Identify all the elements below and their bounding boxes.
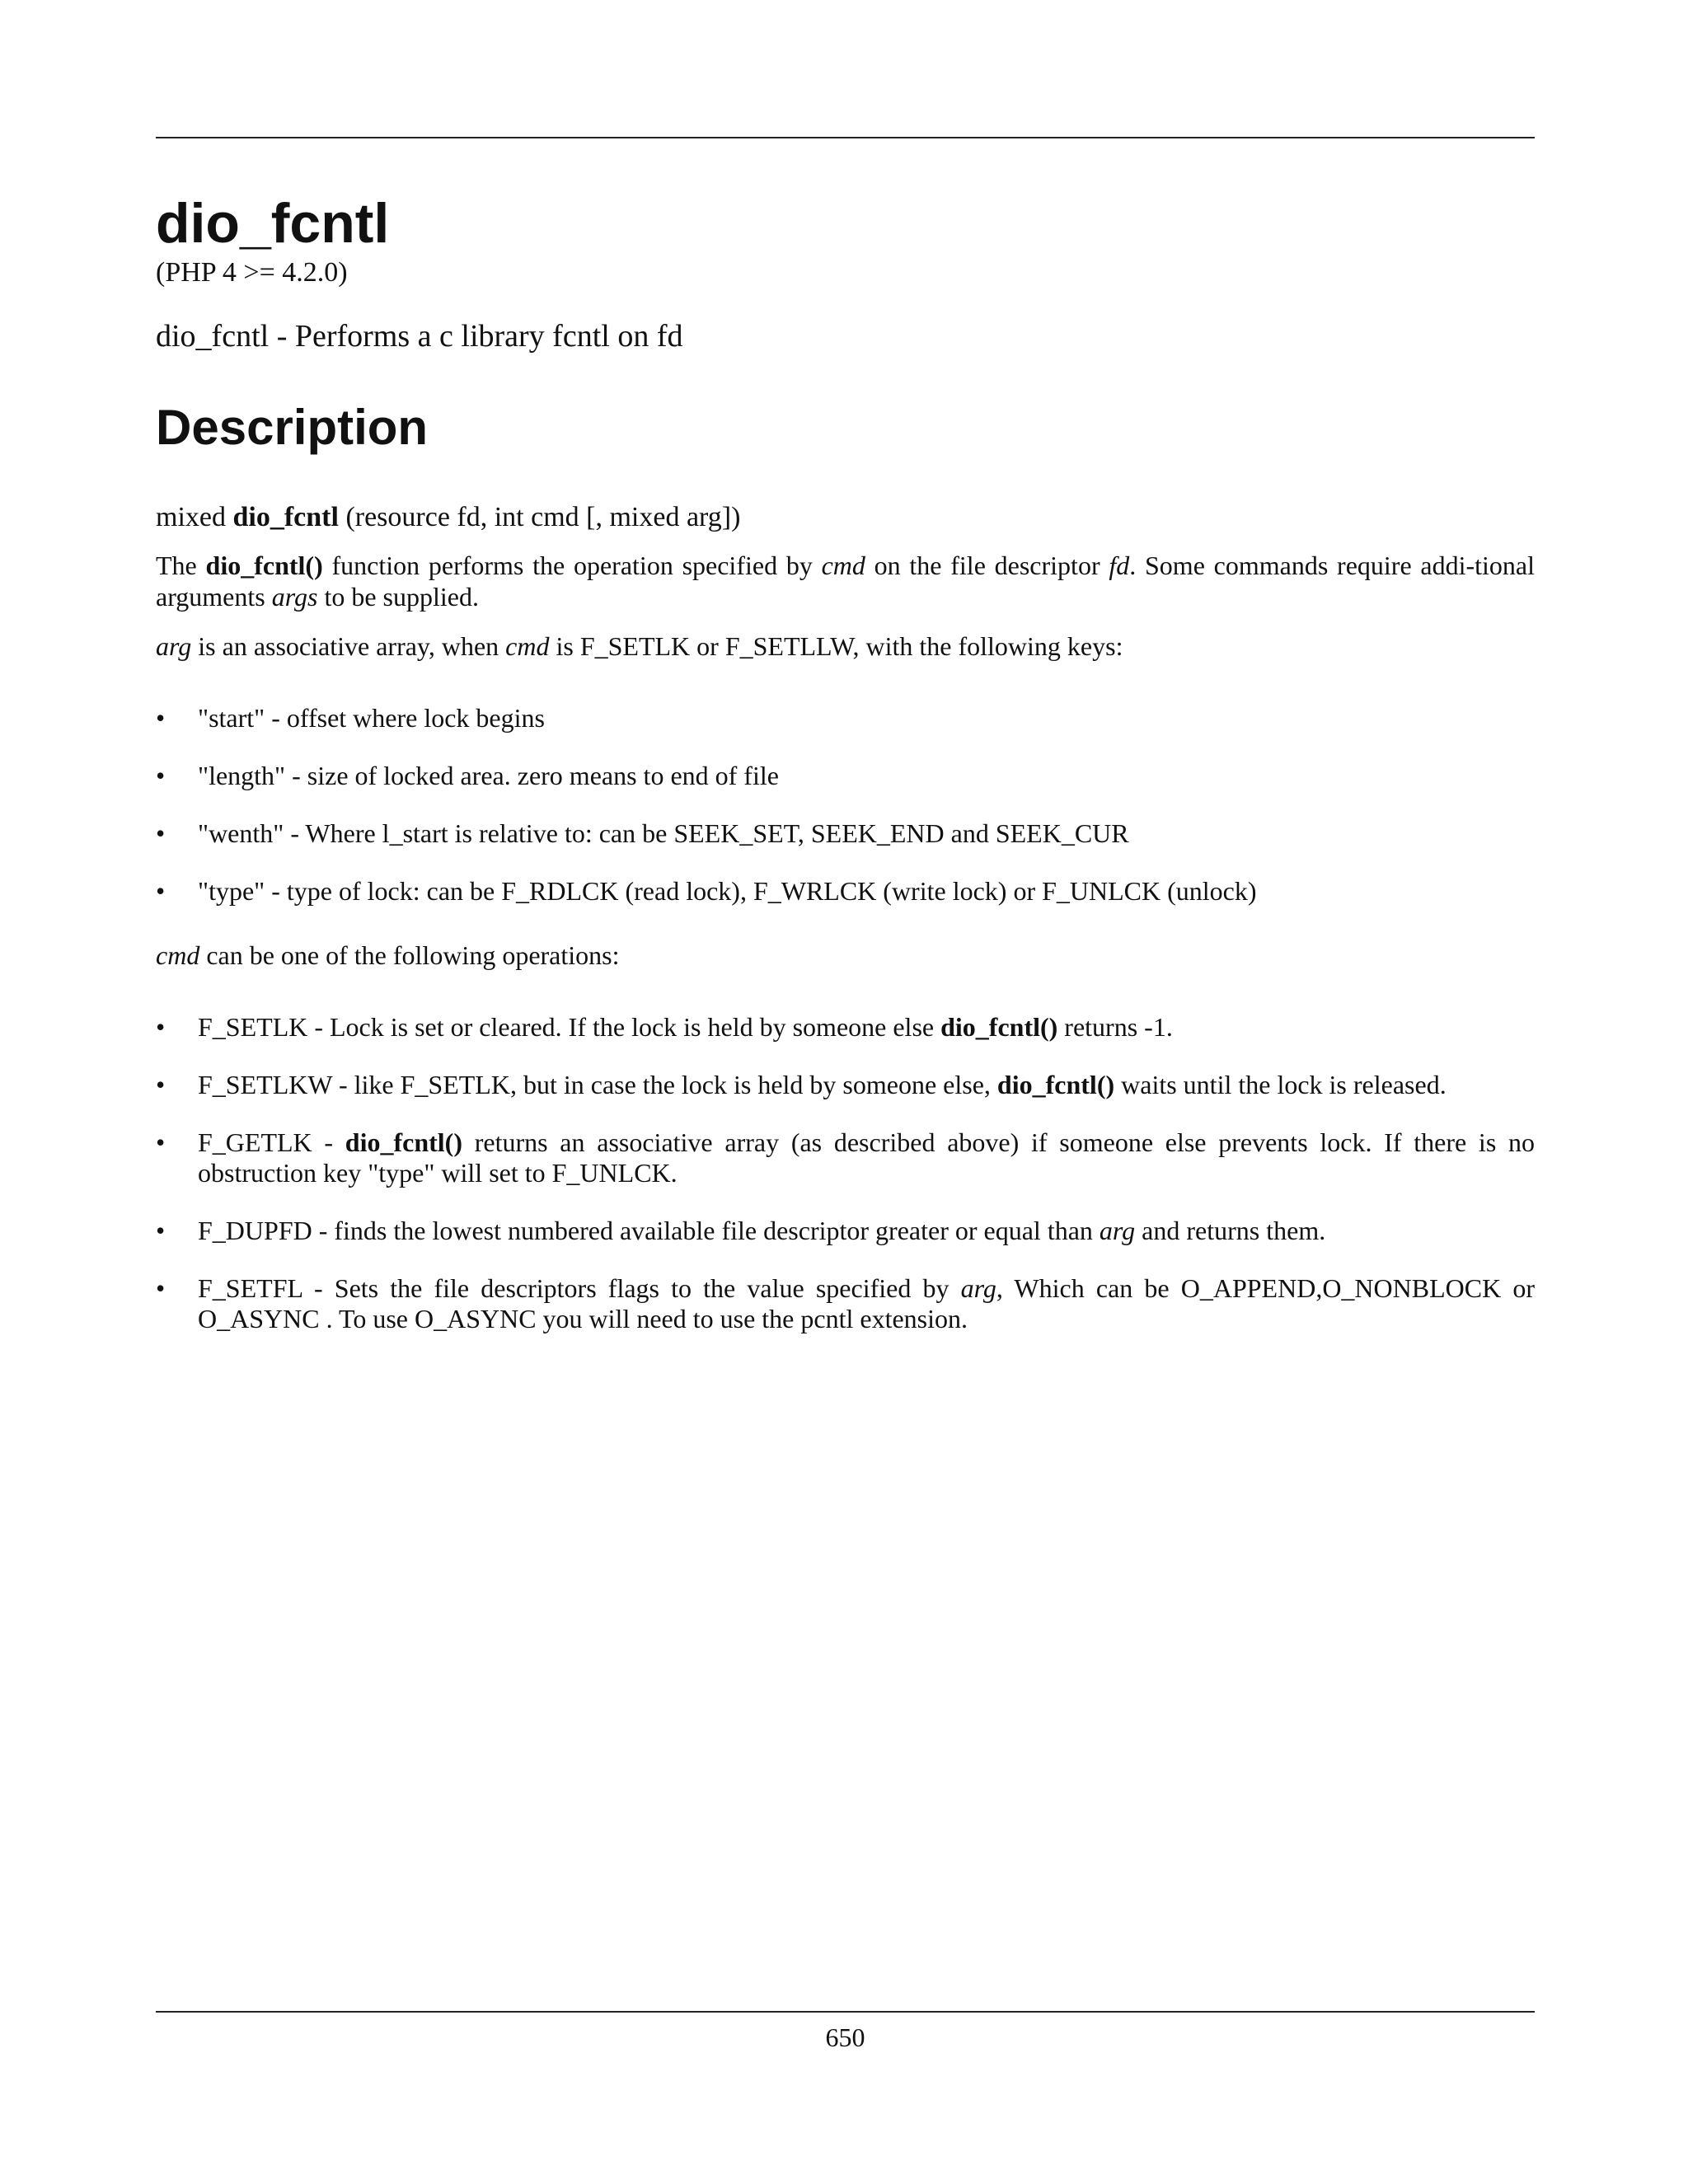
arg-paragraph (156, 630, 1535, 662)
list-item-text: F_SETLK - Lock is set or cleared. If the lock is held by someone else (198, 1012, 941, 1042)
param-reference: fd (1109, 551, 1130, 580)
list-item (156, 1070, 1535, 1100)
para-text: . Some commands require addi-tional arguments (156, 551, 1536, 612)
param-reference: cmd (156, 940, 200, 970)
para-text: to be supplied. (317, 582, 479, 612)
list-item-text: "length" - size of locked area. zero means to end of file (198, 761, 779, 790)
list-item-text: returns -1. (1057, 1012, 1173, 1042)
para-text: is F_SETLK or F_SETLLW, with the following keys: (549, 631, 1123, 661)
para-text: on the file descriptor (865, 551, 1109, 580)
function-synopsis (156, 500, 1535, 535)
function-reference: dio_fcntl() (940, 1012, 1058, 1042)
page-number: 650 (825, 2022, 865, 2052)
function-reference: dio_fcntl() (345, 1127, 462, 1157)
arg-keys-list (156, 703, 1535, 907)
bullet-icon: • (156, 1070, 166, 1099)
list-item-text: "type" - type of lock: can be F_RDLCK (read lock), F_WRLCK (write lock) or F_UNLCK (unlock) (198, 876, 1257, 906)
function-reference: dio_fcntl() (205, 551, 323, 580)
param-reference: arg (1099, 1216, 1136, 1245)
para-text: is an associative array, when (191, 631, 506, 661)
param-reference: arg (960, 1273, 996, 1303)
ref-purpose: dio_fcntl - Performs a c library fcntl on fd (156, 319, 683, 354)
bullet-icon: • (156, 1127, 166, 1157)
param-reference: cmd (505, 631, 550, 661)
list-item-text: "wenth" - Where l_start is relative to: can be SEEK_SET, SEEK_END and SEEK_CUR (198, 818, 1129, 848)
list-item (156, 1127, 1535, 1188)
footer-rule (156, 2011, 1535, 2013)
para-text: The (156, 551, 206, 580)
list-item (156, 703, 1535, 733)
version-info: (PHP 4 >= 4.2.0) (156, 257, 348, 288)
bullet-icon: • (156, 761, 166, 790)
function-reference: dio_fcntl() (996, 1070, 1115, 1099)
cmd-paragraph (156, 940, 1535, 971)
page-title: dio_fcntl (156, 192, 390, 255)
list-item (156, 818, 1535, 849)
list-item-text: returns an associative array (as described above) if someone else prevents lock. If there is no obstruction key "type" will set to F_UNLCK. (198, 1127, 1536, 1188)
page-content (156, 185, 1535, 1361)
list-item-text: waits until the lock is released. (1114, 1070, 1447, 1099)
list-item (156, 1216, 1535, 1246)
para-text: can be one of the following operations: (199, 940, 620, 970)
list-item-text: F_DUPFD - finds the lowest numbered available file descriptor greater or equal than (198, 1216, 1100, 1245)
list-item-text: "start" - offset where lock begins (198, 703, 545, 733)
param-reference: arg (156, 631, 192, 661)
synopsis-function-name: dio_fcntl (232, 502, 339, 532)
list-item-text: F_GETLK - (198, 1127, 345, 1157)
bullet-icon: • (156, 1216, 166, 1245)
list-item (156, 1273, 1535, 1334)
cmd-operations-list (156, 1012, 1535, 1334)
bullet-icon: • (156, 1012, 166, 1042)
para-text: function performs the operation specified by (322, 551, 822, 580)
description-paragraph (156, 550, 1535, 612)
bullet-icon: • (156, 818, 166, 848)
param-reference: args (271, 582, 318, 612)
bullet-icon: • (156, 876, 166, 906)
list-item-text: , Which can be O_APPEND,O_NONBLOCK or O_ASYNC . To use O_ASYNC you will need to use the pcntl extension. (198, 1273, 1536, 1333)
list-item (156, 1012, 1535, 1043)
bullet-icon: • (156, 1273, 166, 1303)
list-item (156, 761, 1535, 791)
synopsis-params: (resource fd, int cmd [, mixed arg]) (345, 502, 741, 532)
list-item (156, 876, 1535, 907)
list-item-text: and returns them. (1135, 1216, 1326, 1245)
param-reference: cmd (821, 551, 865, 580)
bullet-icon: • (156, 703, 166, 733)
header-rule (156, 137, 1535, 138)
synopsis-return-type: mixed (156, 502, 226, 532)
list-item-text: F_SETLKW - like F_SETLK, but in case the lock is held by someone else, (198, 1070, 997, 1099)
list-item-text: F_SETFL - Sets the file descriptors flags to the value specified by (198, 1273, 961, 1303)
section-heading-description: Description (156, 400, 429, 455)
